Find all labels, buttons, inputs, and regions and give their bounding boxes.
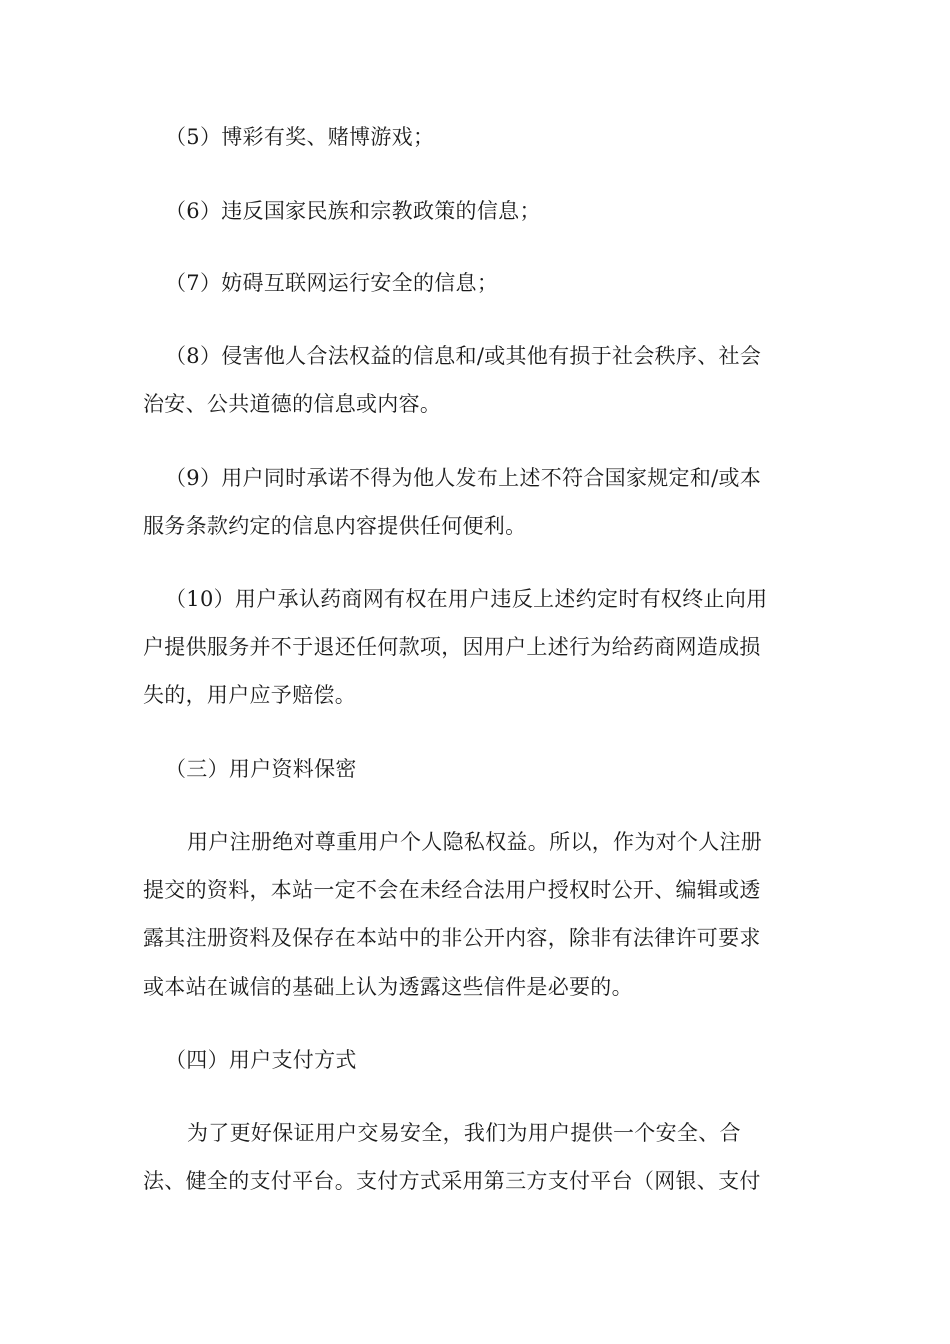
item-9-line-2: 服务条款约定的信息内容提供任何便利。 (143, 514, 527, 538)
payment-paragraph-line-1: 为了更好保证用户交易安全，我们为用户提供一个安全、合 (187, 1121, 741, 1145)
privacy-paragraph-line-3: 露其注册资料及保存在本站中的非公开内容，除非有法律许可要求 (143, 926, 761, 950)
item-5-text: （5）博彩有奖、赌博游戏； (165, 125, 435, 149)
privacy-paragraph-line-4: 或本站在诚信的基础上认为透露这些信件是必要的。 (143, 975, 633, 999)
item-6-text: （6）违反国家民族和宗教政策的信息； (165, 199, 541, 223)
item-8-line-2: 治安、公共道德的信息或内容。 (143, 392, 442, 416)
item-10-line-1: （10）用户承认药商网有权在用户违反上述约定时有权终止向用 (165, 587, 768, 611)
privacy-paragraph-line-2: 提交的资料，本站一定不会在未经合法用户授权时公开、编辑或透 (143, 878, 761, 902)
item-7-text: （7）妨碍互联网运行安全的信息； (165, 271, 499, 295)
section-heading-payment: （四）用户支付方式 (165, 1048, 357, 1072)
item-8-line-1: （8）侵害他人合法权益的信息和/或其他有损于社会秩序、社会 (165, 344, 762, 368)
payment-paragraph-line-2: 法、健全的支付平台。支付方式采用第三方支付平台（网银、支付 (143, 1169, 761, 1193)
item-9-line-1: （9）用户同时承诺不得为他人发布上述不符合国家规定和/或本 (165, 466, 762, 490)
privacy-paragraph-line-1: 用户注册绝对尊重用户个人隐私权益。所以，作为对个人注册 (187, 830, 763, 854)
item-10-line-2: 户提供服务并不于退还任何款项，因用户上述行为给药商网造成损 (143, 635, 761, 659)
item-10-line-3: 失的，用户应予赔偿。 (143, 683, 356, 707)
section-heading-privacy: （三）用户资料保密 (165, 757, 357, 781)
